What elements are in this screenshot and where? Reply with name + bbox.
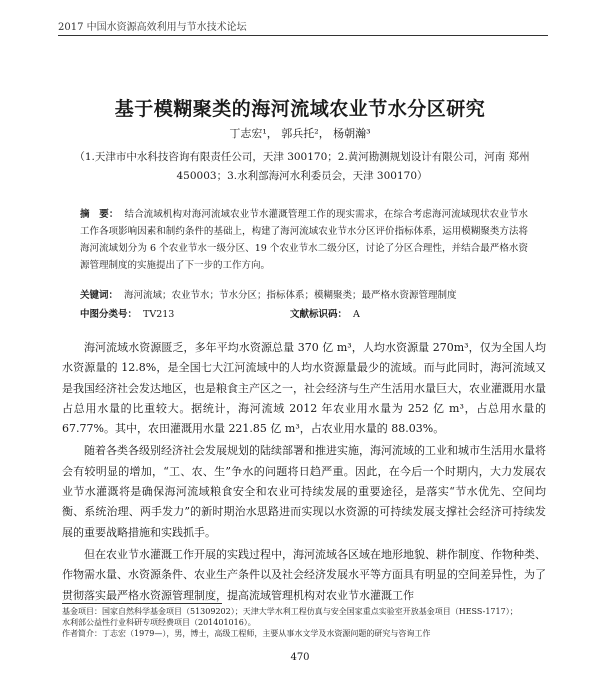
paper-title: 基于模糊聚类的海河流域农业节水分区研究 [114,98,486,120]
keywords-text: 海河流域；农业节水；节水分区；指标体系；模糊聚类；最严格水资源管理制度 [124,290,457,301]
authors: 丁志宏¹， 郭兵托²， 杨朝瀚³ [229,127,371,140]
affiliations: （1.天津市中水科技咨询有限责任公司，天津 300170；2.黄河勘测规划设计有限公司，河南 郑州 450003；3.水利部海河水利委员会，天津 300170） [74,151,530,182]
footnote-fund-2: 水利部公益性行业科研专项经费项目（201401016）。 [62,618,256,627]
abstract [80,206,528,274]
abstract-text: 结合流域机构对海河流域农业节水灌溉管理工作的现实需求，在综合考虑海河流域现状农业节水工作各项影响因素和制约条件的基础上，构建了海河流域农业节水分区评价指标体系，运用模糊聚类方法将海河流域划分为 6 个农业节水一级分区、19 个农业节水二级分区，讨论了分区合理性，并结合最严格水资源管理制度的实施提出了下一步的工作方向。 [80,209,528,271]
classification-line [80,306,528,320]
keywords [80,287,528,301]
header-rule [58,35,548,36]
clc-label: 中图分类号： [80,309,138,320]
abstract-label: 摘 要： [80,209,119,220]
body-paragraph-3: 但在农业节水灌溉工作开展的实践过程中，海河流域各区域在地形地貌、耕作制度、作物种类、作物需水量、水资源条件、农业生产条件以及社会经济发展水平等方面具有明显的空间差异性，为了贯彻落实最严格水资源管理制度，提高流域管理机构对农业节水灌溉工作 [62,547,546,602]
clc-value: TV213 [143,309,175,320]
doc-label: 文献标识码： [290,309,348,320]
footnote-rule [62,603,222,604]
body-paragraph-2: 随着各类各级别经济社会发展规划的陆续部署和推进实施，海河流域的工业和城市生活用水量将会有较明显的增加，“工、农、生”争水的问题将日趋严重。因此，在今后一个时期内，大力发展农业节水灌溉将是确保海河流域粮食安全和农业可持续发展的重要途径，是落实“节水优先、空间均衡、系统治理、两手发力”的新时期治水思路进而实现以水资源的可持续发展支撑社会经济可持续发展的重要战略措施和实践抓手。 [62,444,546,539]
page-number: 470 [290,652,310,663]
body-text [62,338,546,606]
footnote-author: 作者简介：丁志宏（1979—），男，博士，高级工程师，主要从事水文学及水资源问题的研究与咨询工作 [62,629,431,638]
footnote-fund: 基金项目：国家自然科学基金项目（51309202）；天津大学水利工程仿真与安全国家重点实验室开放基金项目（HESS-1717）； [62,607,518,616]
footnotes [62,606,546,639]
keywords-label: 关键词： [80,290,119,301]
body-paragraph-1: 海河流域水资源匮乏，多年平均水资源总量 370 亿 m³，人均水资源量 270m³，仅为全国人均水资源量的 12.8%，是全国七大江河流域中的人均水资源量最少的流域。而与此同时，海河流域又是我国经济社会发达地区，也是粮食主产区之一，社会经济与生产生活用水量巨大，农业灌溉用水量占总用水量的比重较大。据统计，海河流域 2012 年农业用水量为 252 亿 m³，占总用水量的 67.77%。其中，农田灌溉用水量 221.85 亿 m³，占农业用水量的 88.03%。 [62,341,546,436]
doc-value: A [353,309,360,320]
doc-code [290,306,360,320]
running-header: 2017 中国水资源高效利用与节水技术论坛 [58,22,247,33]
